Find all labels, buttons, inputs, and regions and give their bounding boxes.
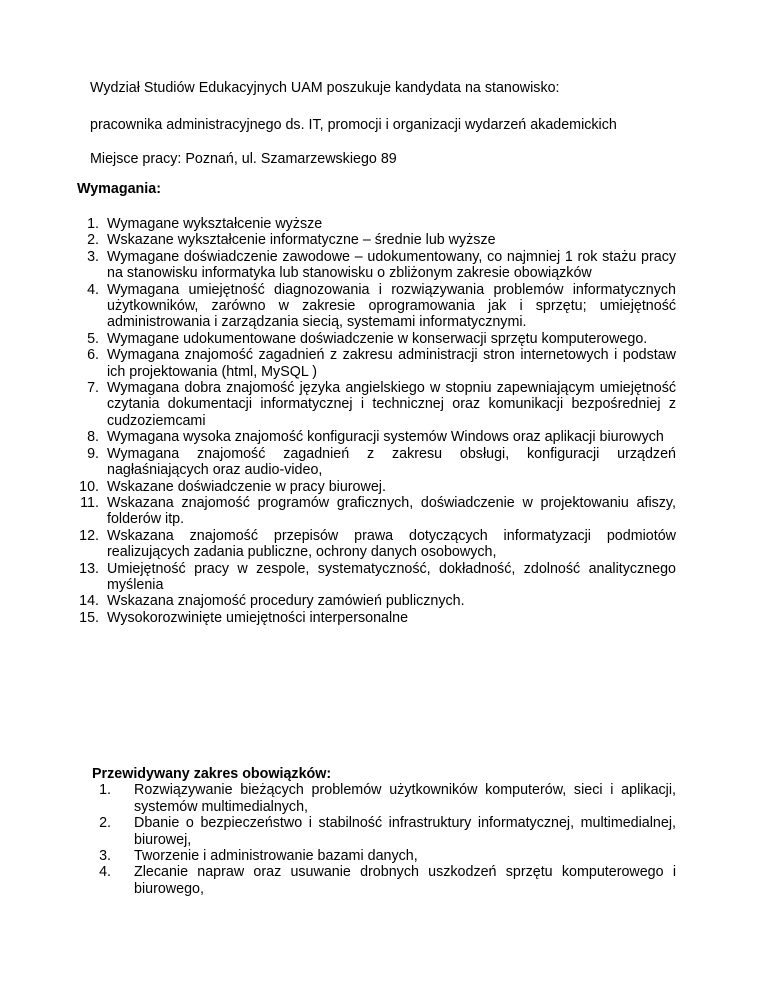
list-item — [77, 593, 676, 609]
duties-heading: Przewidywany zakres obowiązków: — [92, 766, 332, 782]
item-number: 6. — [87, 347, 99, 364]
item-number: 2. — [87, 232, 99, 249]
list-item — [77, 528, 676, 561]
item-number: 9. — [87, 445, 99, 462]
list-item — [77, 380, 676, 429]
item-text: Wymagane udokumentowane doświadczenie w konserwacji sprzętu komputerowego. — [107, 330, 648, 347]
list-item — [77, 232, 676, 248]
item-text: Tworzenie i administrowanie bazami danych, — [134, 848, 418, 865]
item-text: Wymagane wykształcenie wyższe — [107, 216, 323, 232]
list-item — [77, 429, 676, 445]
list-item — [92, 815, 676, 848]
requirements-heading: Wymagania: — [77, 181, 161, 197]
item-number: 3. — [99, 848, 111, 865]
list-item — [92, 864, 676, 897]
item-text: Wymagana dobra znajomość języka angielskiego w stopniu zapewniającym umiejętność czytania dokumentacji informatycznej i technicznej oraz komunikacji bezpośredniej z cudzoziemcami — [107, 380, 676, 429]
list-item — [77, 446, 676, 479]
list-item — [77, 282, 676, 331]
item-text: Zlecanie napraw oraz usuwanie drobnych uszkodzeń sprzętu komputerowego i biurowego, — [134, 864, 676, 897]
item-text: Wysokorozwinięte umiejętności interpersonalne — [107, 609, 409, 626]
item-number: 5. — [87, 330, 99, 347]
list-item — [77, 331, 676, 347]
list-item — [77, 347, 676, 380]
intro-workplace: Miejsce pracy: Poznań, ul. Szamarzewskiego 89 — [90, 151, 397, 167]
intro-announcement: Wydział Studiów Edukacyjnych UAM poszukuje kandydata na stanowisko: — [90, 80, 560, 96]
item-text: Wskazane doświadczenie w pracy biurowej. — [107, 478, 386, 495]
item-text: Umiejętność pracy w zespole, systematyczność, dokładność, zdolność analitycznego myślenia — [107, 560, 676, 593]
item-number: 8. — [87, 429, 99, 446]
list-item — [77, 610, 676, 626]
duties-list — [92, 782, 676, 897]
item-text: Wymagana wysoka znajomość konfiguracji systemów Windows oraz aplikacji biurowych — [107, 429, 664, 446]
item-number: 10. — [79, 478, 99, 495]
item-number: 11. — [80, 494, 99, 511]
list-item — [77, 249, 676, 282]
list-item — [92, 782, 676, 815]
item-text: Wskazane wykształcenie informatyczne – średnie lub wyższe — [107, 232, 496, 249]
item-text: Wymagana znajomość zagadnień z zakresu obsługi, konfiguracji urządzeń nagłaśniających oraz audio-video, — [107, 445, 676, 479]
item-text: Wymagane doświadczenie zawodowe – udokumentowany, co najmniej 1 rok stażu pracy na stanowisku informatyka lub stanowisku o zbliżonym zakresie obowiązków — [107, 248, 676, 282]
item-number: 4. — [99, 864, 111, 881]
item-text: Wskazana znajomość procedury zamówień publicznych. — [107, 593, 465, 610]
duties-section — [92, 766, 676, 897]
item-text: Wskazana znajomość programów graficznych, doświadczenie w projektowaniu afiszy, folderów itp. — [107, 494, 676, 528]
list-item — [77, 561, 676, 594]
item-number: 12. — [79, 527, 99, 544]
item-text: Wskazana znajomość przepisów prawa dotyczących informatyzacji podmiotów realizujących zadania publiczne, ochrony danych osobowych, — [107, 527, 676, 561]
item-text: Dbanie o bezpieczeństwo i stabilność infrastruktury informatycznej, multimedialnej, biurowej, — [134, 815, 676, 848]
item-number: 14. — [79, 593, 99, 610]
item-number: 4. — [87, 281, 99, 298]
item-text: Wymagana znajomość zagadnień z zakresu administracji stron internetowych i podstaw ich projektowania (html, MySQL ) — [107, 347, 676, 380]
list-item — [77, 495, 676, 528]
item-number: 3. — [87, 248, 99, 265]
list-item — [77, 479, 676, 495]
intro-position: pracownika administracyjnego ds. IT, promocji i organizacji wydarzeń akademickich — [90, 117, 617, 133]
item-number: 7. — [87, 380, 99, 397]
item-number: 1. — [99, 782, 111, 799]
requirements-list — [77, 216, 676, 626]
item-number: 2. — [99, 815, 111, 832]
item-number: 1. — [87, 216, 99, 232]
list-item — [77, 216, 676, 232]
item-text: Rozwiązywanie bieżących problemów użytkowników komputerów, sieci i aplikacji, systemów multimedialnych, — [134, 782, 676, 815]
item-number: 13. — [79, 560, 99, 577]
list-item — [92, 848, 676, 864]
item-text: Wymagana umiejętność diagnozowania i rozwiązywania problemów informatycznych użytkowników, zarówno w zakresie oprogramowania jak i sprzętu; umiejętność administrowania i zarządzania siecią, systemami informatycznymi. — [107, 281, 676, 331]
item-number: 15. — [79, 609, 99, 626]
